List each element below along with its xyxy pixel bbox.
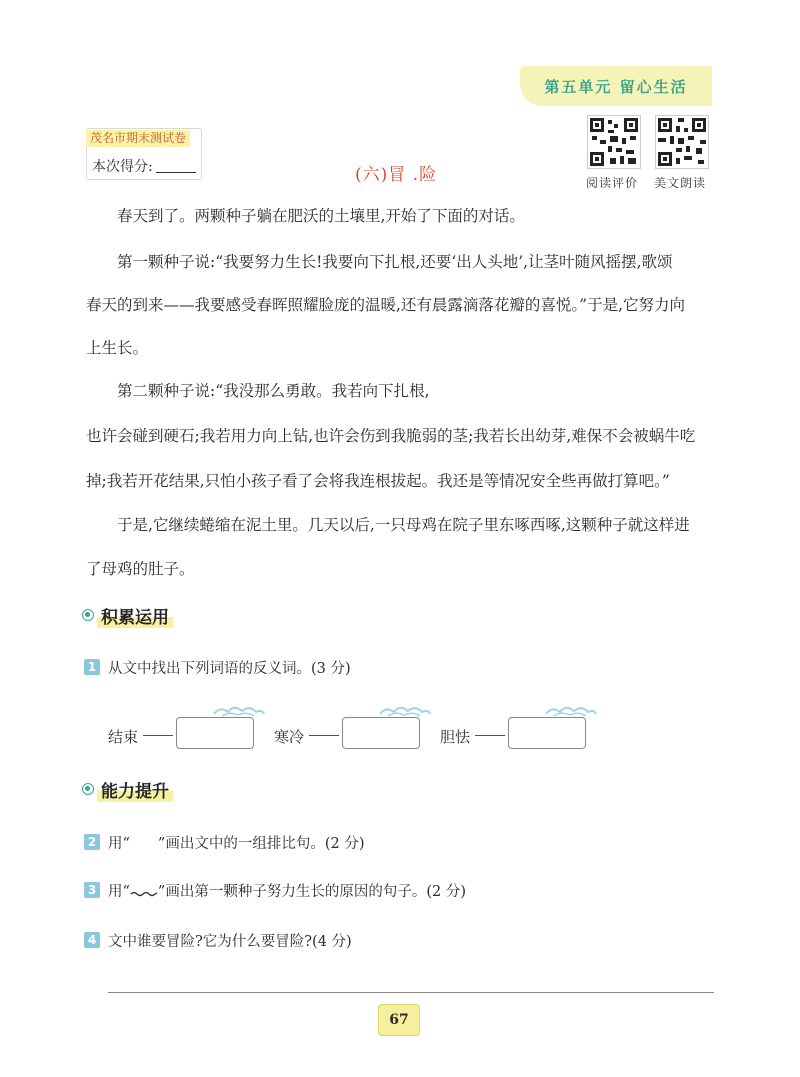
qr-code-reading-eval-icon[interactable]	[587, 115, 641, 169]
question-number-4: 4	[84, 932, 100, 948]
question-3-suffix: ”画出第一颗种子努力生长的原因的句子。(2 分)	[157, 884, 466, 900]
section-header-ability	[82, 776, 173, 802]
cloud-decoration-icon	[376, 704, 432, 718]
cloud-decoration-icon	[210, 704, 266, 718]
page-title: (六)冒 .险	[355, 165, 438, 185]
section-title-ability: 能力提升	[97, 777, 173, 802]
story-paragraph-3-line-3: 掉;我若开花结果,只怕小孩子看了会将我连根拔起。我还是等情况安全些再做打算吧。”	[86, 472, 670, 490]
question-4-text: 文中谁要冒险?它为什么要冒险?(4 分)	[108, 934, 352, 950]
story-paragraph-3-line-2: 也许会碰到硬石;我若用力向上钻,也许会伤到我脆弱的茎;我若长出幼芽,难保不会被蜗牛吃	[86, 427, 696, 445]
story-paragraph-1: 春天到了。两颗种子躺在肥沃的土壤里,开始了下面的对话。	[117, 207, 525, 225]
story-paragraph-4-line-1: 于是,它继续蜷缩在泥土里。几天以后,一只母鸡在院子里东啄西啄,这颗种子就这样进	[117, 516, 690, 534]
question-2-prefix: 用“	[108, 836, 130, 852]
question-number-2: 2	[84, 834, 100, 850]
cloud-decoration-icon	[542, 704, 598, 718]
antonym-word-3: 胆怯	[440, 728, 471, 746]
section-title-accumulation: 积累运用	[97, 603, 173, 628]
story-paragraph-2-line-1: 第一颗种子说:“我要努力生长!我要向下扎根,还要‘出人头地’,让茎叶随风摇摆,歌颂	[117, 253, 673, 271]
antonym-dash-3	[475, 735, 505, 736]
qr-caption-reading-eval: 阅读评价	[586, 176, 639, 190]
question-3-text	[108, 880, 466, 901]
footer-divider	[108, 992, 714, 993]
antonym-answer-box-3[interactable]	[508, 717, 586, 749]
antonym-word-2: 寒冷	[274, 728, 305, 746]
story-paragraph-2-line-2: 春天的到来——我要感受春晖照耀脸庞的温暖,还有晨露滴落花瓣的喜悦。”于是,它努力向	[86, 296, 686, 314]
wavy-underline-icon	[130, 890, 158, 898]
antonym-answer-box-1[interactable]	[176, 717, 254, 749]
qr-caption-audio-reading: 美文朗读	[654, 176, 707, 190]
section-header-accumulation	[82, 602, 173, 628]
question-number-3: 3	[84, 882, 100, 898]
story-paragraph-3-line-1: 第二颗种子说:“我没那么勇敢。我若向下扎根,	[117, 382, 430, 400]
antonym-dash-2	[309, 735, 339, 736]
section-bullet-icon	[82, 609, 94, 621]
question-1-text: 从文中找出下列词语的反义词。(3 分)	[108, 661, 351, 677]
question-2-text	[108, 832, 364, 853]
antonym-dash-1	[143, 735, 173, 736]
qr-code-audio-reading-icon[interactable]	[655, 115, 709, 169]
page-number: 67	[378, 1004, 420, 1036]
section-bullet-icon	[82, 783, 94, 795]
score-input-line[interactable]	[156, 172, 196, 173]
score-label: 本次得分:	[92, 159, 153, 175]
story-paragraph-2-line-3: 上生长。	[86, 339, 149, 357]
unit-banner: 第五单元 留心生活	[520, 66, 712, 106]
question-3-prefix: 用“	[108, 884, 130, 900]
exam-tag: 茂名市期末测试卷	[86, 130, 190, 147]
antonym-word-1: 结束	[108, 728, 139, 746]
story-paragraph-4-line-2: 了母鸡的肚子。	[86, 560, 195, 578]
antonym-answer-box-2[interactable]	[342, 717, 420, 749]
question-2-suffix: ”画出文中的一组排比句。(2 分)	[157, 836, 365, 852]
question-number-1: 1	[84, 659, 100, 675]
